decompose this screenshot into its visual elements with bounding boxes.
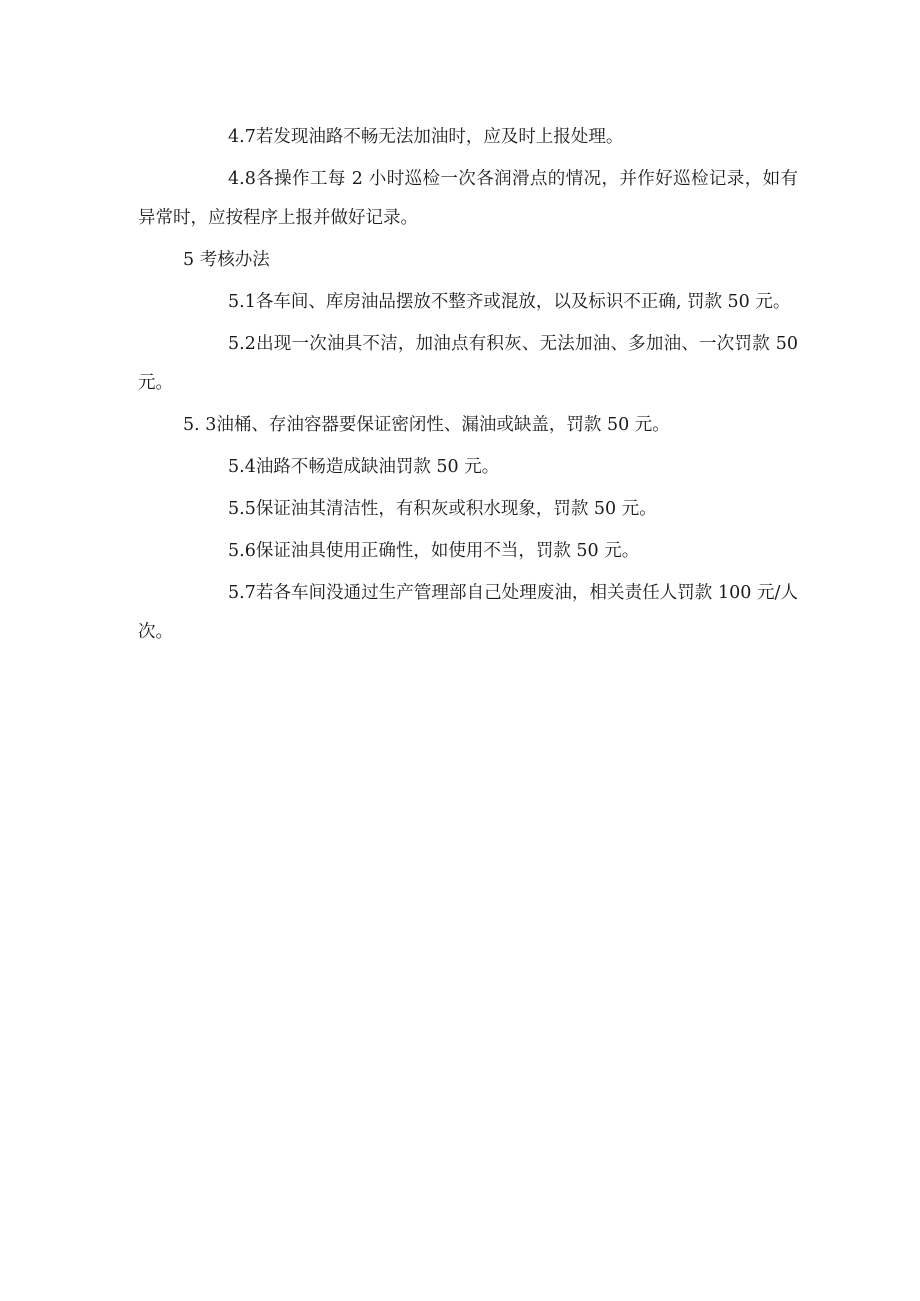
clause-text: 各操作工每 2 小时巡检一次各润滑点的情况，并作好巡检记录，如有异常时，应按程序上报并做好记录。 [138,169,798,228]
clause-number: 4.8 [228,169,256,189]
clause-text: 油桶、存油容器要保证密闭性、漏油或缺盖，罚款 50 元。 [216,415,670,435]
clause-text: 出现一次油具不洁，加油点有积灰、无法加油、多加油、一次罚款 50 元。 [138,334,798,393]
clause-5-4 [138,448,798,487]
clause-text: 保证油具使用正确性，如使用不当，罚款 50 元。 [255,541,640,561]
clause-number: 5.7 [228,583,256,603]
clause-number: 5. 3 [183,415,217,435]
clause-5-6 [138,532,798,571]
clause-5-3 [138,406,798,445]
clause-5-7 [138,574,798,652]
section-heading: 5 考核办法 [183,250,270,270]
clause-number: 5.4 [228,457,256,477]
clause-number: 5.1 [228,292,256,312]
clause-5-2 [138,325,798,403]
clause-number: 5.5 [228,499,256,519]
clause-number: 4.7 [228,127,256,147]
clause-number: 5.2 [228,334,256,354]
clause-4-8 [138,160,798,238]
clause-4-7 [138,118,798,157]
clause-text: 若各车间没通过生产管理部自己处理废油，相关责任人罚款 100 元/人次。 [138,583,798,642]
clause-text: 各车间、库房油品摆放不整齐或混放，以及标识不正确, 罚款 50 元。 [255,292,791,312]
clause-text: 若发现油路不畅无法加油时，应及时上报处理。 [255,127,624,147]
clause-5-1 [138,283,798,322]
clause-5-5 [138,490,798,529]
document-body [138,118,798,655]
clause-text: 保证油其清洁性，有积灰或积水现象，罚款 50 元。 [255,499,657,519]
clause-number: 5.6 [228,541,256,561]
clause-text: 油路不畅造成缺油罚款 50 元。 [255,457,500,477]
